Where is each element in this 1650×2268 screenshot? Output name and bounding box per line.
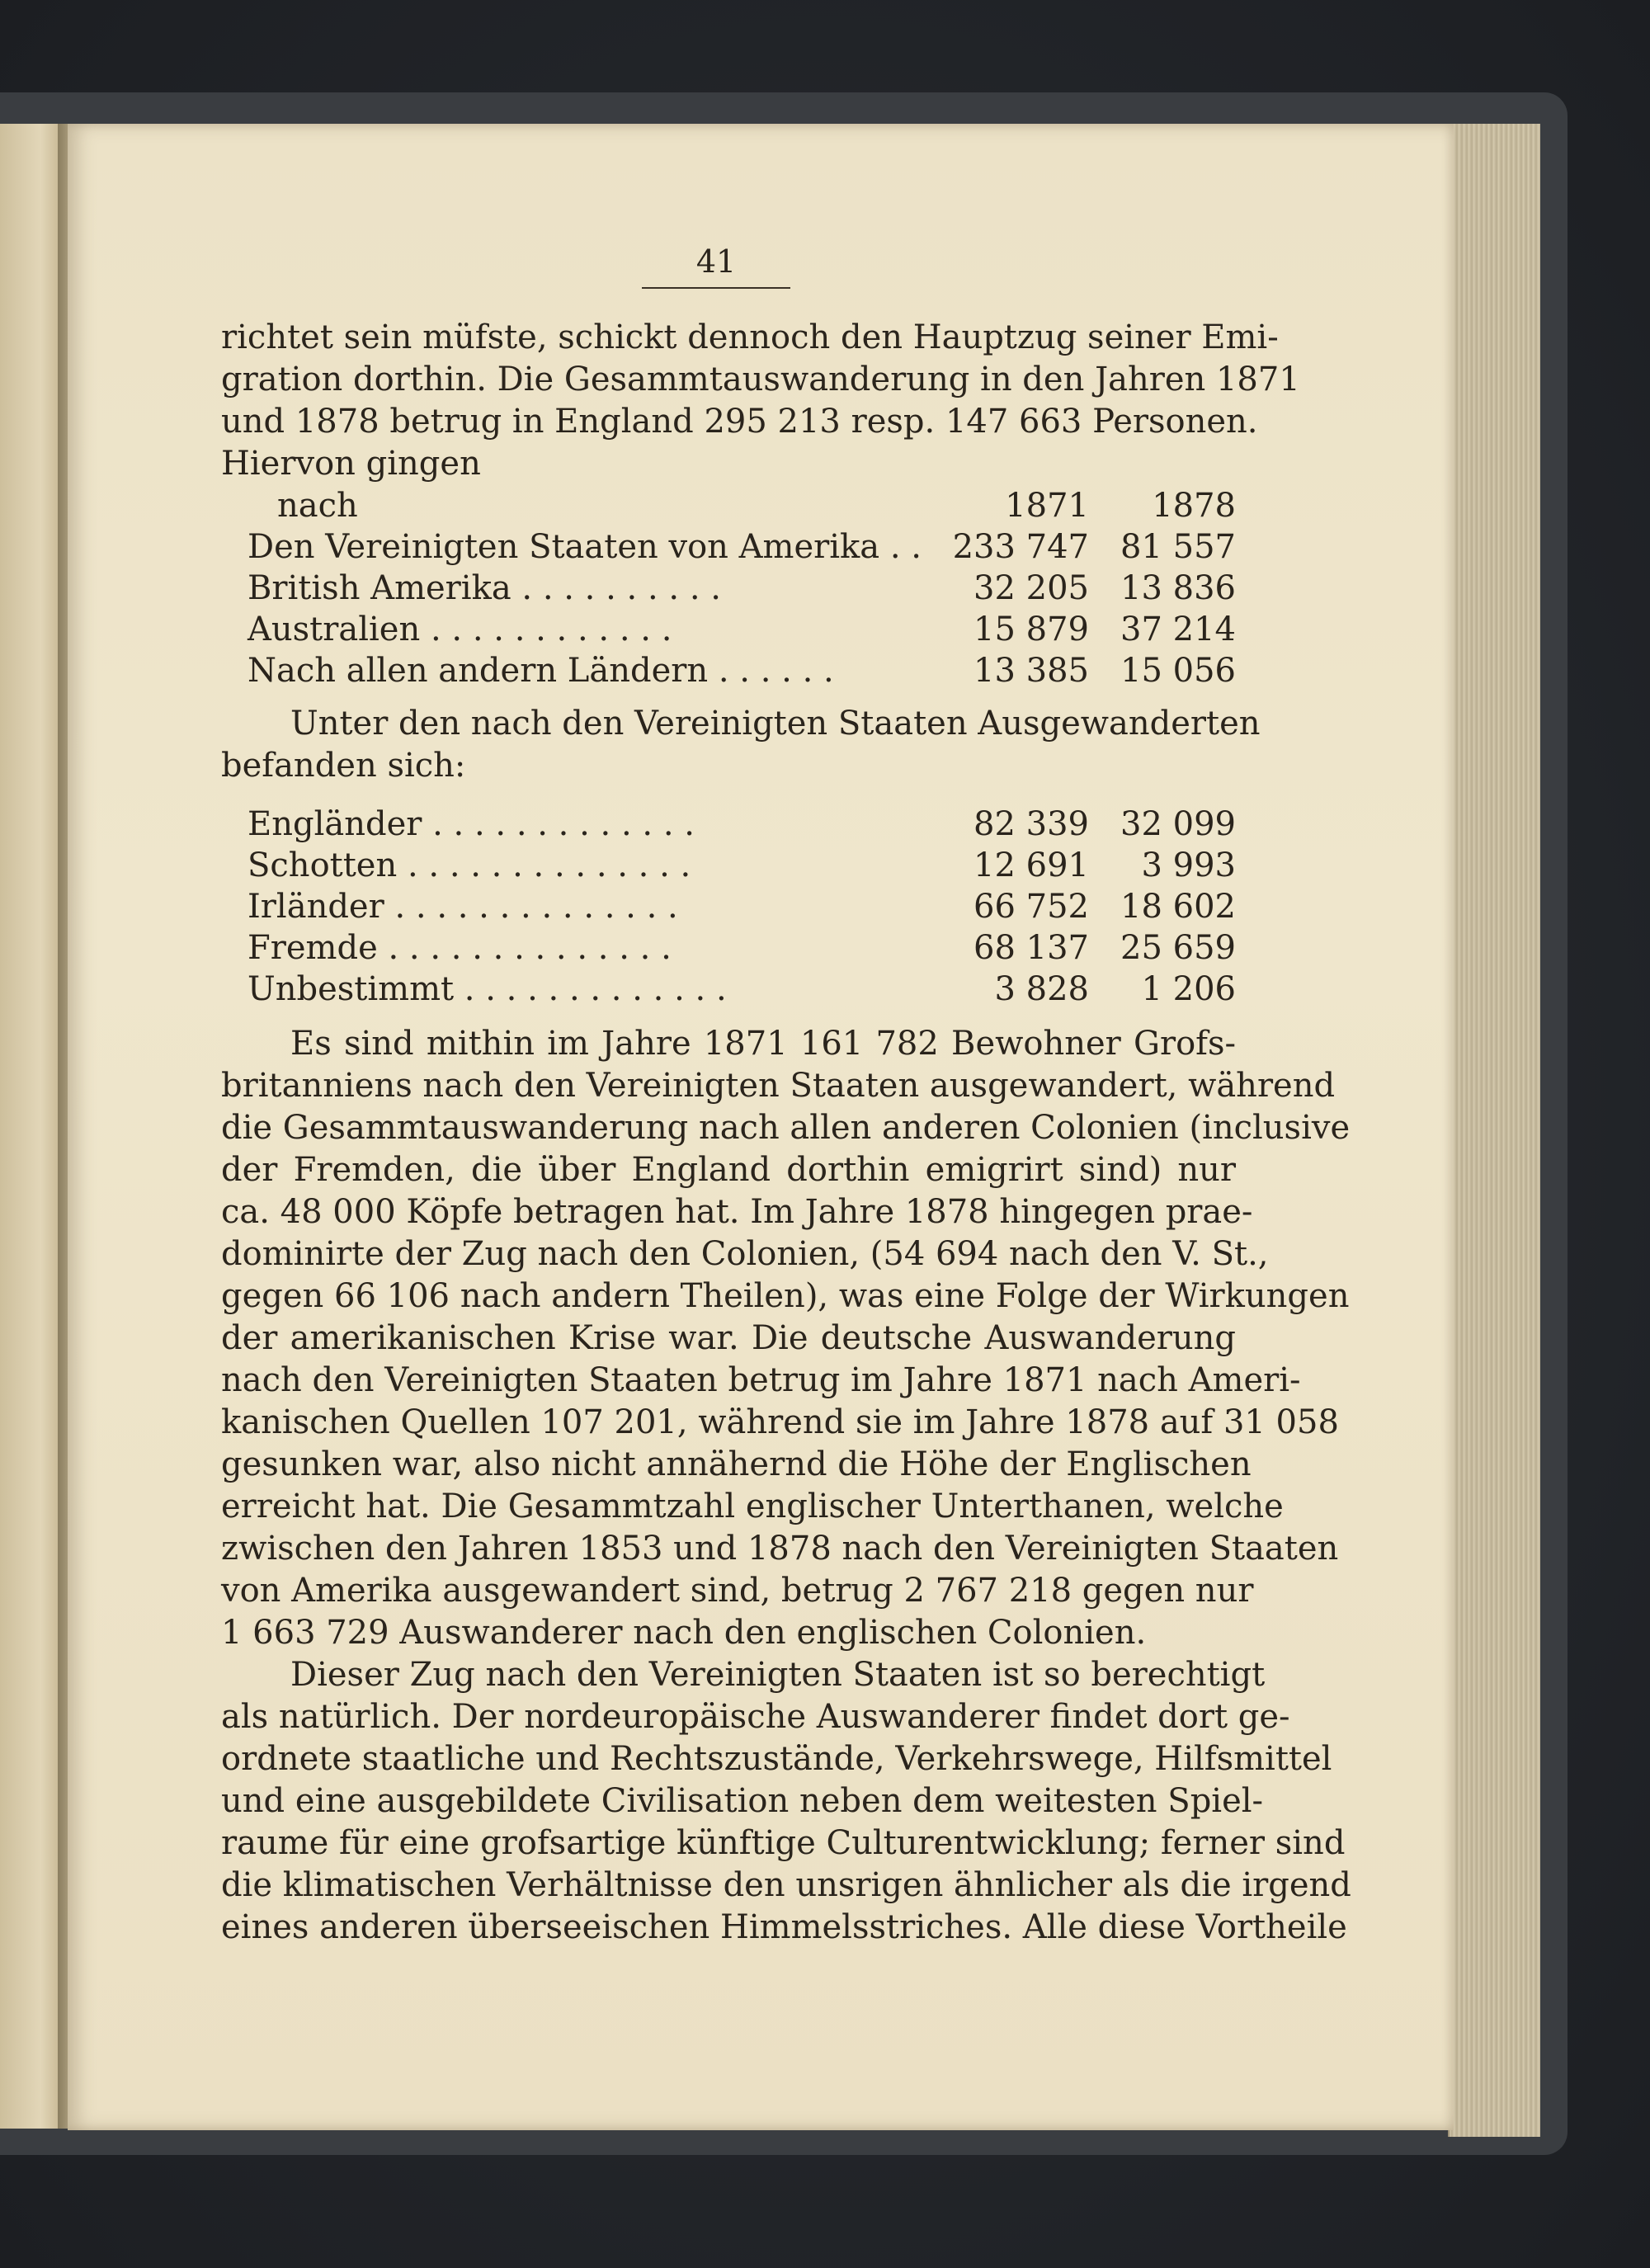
row-label: Unbestimmt bbox=[248, 970, 455, 1008]
table-row bbox=[248, 804, 1236, 845]
row-label: Schotten bbox=[248, 846, 398, 884]
value-1878: 32 099 bbox=[1120, 805, 1236, 843]
text-line: ca. 48 000 Köpfe betragen hat. Im Jahre 1878 hingegen prae- bbox=[221, 1193, 1253, 1231]
text-line: ordnete staatliche und Rechtszustände, Verkehrswege, Hilfsmittel bbox=[221, 1740, 1332, 1778]
text-line: die klimatischen Verhältnisse den unsrigen ähnlicher als die irgend bbox=[221, 1866, 1351, 1904]
row-label: Fremde bbox=[248, 929, 378, 967]
table-row bbox=[248, 609, 1236, 650]
text-line: befanden sich: bbox=[221, 747, 466, 785]
row-label: British Amerika bbox=[248, 569, 512, 607]
text-line: und 1878 betrug in England 295 213 resp. 147 663 Personen. bbox=[221, 403, 1258, 441]
text-line: gegen 66 106 nach andern Theilen), was eine Folge der Wirkungen bbox=[221, 1277, 1350, 1315]
table-row bbox=[248, 650, 1236, 691]
text-line: nach den Vereinigten Staaten betrug im Jahre 1871 nach Ameri- bbox=[221, 1361, 1301, 1399]
table-row bbox=[248, 969, 1236, 1010]
dot-leader: . . . . . . . . . . . . . bbox=[432, 805, 695, 843]
table-header-year-1878: 1878 bbox=[1152, 487, 1236, 525]
dot-leader: . . bbox=[889, 528, 922, 566]
row-label: Engländer bbox=[248, 805, 422, 843]
table-row bbox=[248, 886, 1236, 927]
text-line: richtet sein müfste, schickt dennoch den Hauptzug seiner Emi- bbox=[221, 318, 1279, 356]
value-1878: 3 993 bbox=[1141, 846, 1236, 884]
value-1871: 15 879 bbox=[974, 611, 1089, 648]
text-line: und eine ausgebildete Civilisation neben dem weitesten Spiel- bbox=[221, 1782, 1264, 1820]
text-line: Hiervon gingen bbox=[221, 445, 481, 483]
table-row bbox=[248, 927, 1236, 969]
value-1878: 15 056 bbox=[1120, 652, 1236, 690]
mid-paragraph bbox=[221, 703, 1261, 787]
value-1878: 37 214 bbox=[1120, 611, 1236, 648]
value-1871: 12 691 bbox=[974, 846, 1089, 884]
row-label: Den Vereinigten Staaten von Amerika bbox=[248, 528, 880, 566]
text-line: gesunken war, also nicht annähernd die Höhe der Englischen bbox=[221, 1445, 1252, 1483]
text-line: der amerikanischen Krise war. Die deutsche Auswanderung bbox=[221, 1319, 1236, 1357]
nationality-table bbox=[248, 804, 1236, 1010]
page-number: 41 bbox=[642, 241, 790, 289]
text-line: von Amerika ausgewandert sind, betrug 2 767 218 gegen nur bbox=[221, 1572, 1254, 1610]
text-line: dominirte der Zug nach den Colonien, (54 694 nach den V. St., bbox=[221, 1235, 1269, 1273]
paragraph-justification bbox=[221, 1654, 1351, 1949]
table-header-label: nach bbox=[277, 487, 358, 525]
value-1871: 3 828 bbox=[994, 970, 1089, 1008]
table-row bbox=[248, 526, 1236, 568]
text-line: britanniens nach den Vereinigten Staaten ausgewandert, während bbox=[221, 1067, 1336, 1105]
value-1871: 32 205 bbox=[974, 569, 1089, 607]
text-line: 1 663 729 Auswanderer nach den englischen Colonien. bbox=[221, 1614, 1147, 1652]
dot-leader: . . . . . . . . . . . . . . bbox=[388, 929, 672, 967]
dot-leader: . . . . . . . . . . bbox=[521, 569, 721, 607]
page-fore-edge bbox=[1448, 124, 1540, 2137]
text-line: Dieser Zug nach den Vereinigten Staaten ist so berechtigt bbox=[290, 1656, 1266, 1694]
text-line: Unter den nach den Vereinigten Staaten Ausgewanderten bbox=[290, 705, 1261, 743]
paragraph-emigration-analysis bbox=[221, 1023, 1351, 1654]
text-line: der Fremden, die über England dorthin emigrirt sind) nur bbox=[221, 1151, 1236, 1189]
text-line: kanischen Quellen 107 201, während sie im Jahre 1878 auf 31 058 bbox=[221, 1403, 1339, 1441]
dot-leader: . . . . . . . . . . . . . . bbox=[394, 888, 678, 926]
text-line: eines anderen überseeischen Himmelsstriches. Alle diese Vortheile bbox=[221, 1908, 1347, 1946]
text-line: zwischen den Jahren 1853 und 1878 nach den Vereinigten Staaten bbox=[221, 1530, 1339, 1568]
dot-leader: . . . . . . . . . . . . bbox=[430, 611, 672, 648]
text-line: raume für eine grofsartige künftige Culturentwicklung; ferner sind bbox=[221, 1824, 1346, 1862]
row-label: Australien bbox=[248, 611, 421, 648]
value-1871: 66 752 bbox=[974, 888, 1089, 926]
value-1878: 18 602 bbox=[1120, 888, 1236, 926]
table-header-row bbox=[248, 485, 1236, 526]
emigration-destination-table bbox=[248, 485, 1236, 691]
dot-leader: . . . . . . . . . . . . . . bbox=[407, 846, 691, 884]
intro-paragraph bbox=[221, 317, 1300, 485]
value-1878: 13 836 bbox=[1120, 569, 1236, 607]
row-label: Nach allen andern Ländern bbox=[248, 652, 709, 690]
text-line: die Gesammtauswanderung nach allen anderen Colonien (inclusive bbox=[221, 1109, 1351, 1147]
value-1871: 13 385 bbox=[974, 652, 1089, 690]
value-1878: 25 659 bbox=[1120, 929, 1236, 967]
text-line: erreicht hat. Die Gesammtzahl englischer Unterthanen, welche bbox=[221, 1488, 1284, 1525]
value-1878: 1 206 bbox=[1141, 970, 1236, 1008]
text-line: als natürlich. Der nordeuropäische Auswanderer findet dort ge- bbox=[221, 1698, 1290, 1736]
row-label: Irländer bbox=[248, 888, 384, 926]
table-header-year-1871: 1871 bbox=[1005, 487, 1089, 525]
dot-leader: . . . . . . bbox=[718, 652, 834, 690]
table-row bbox=[248, 845, 1236, 886]
text-line: gration dorthin. Die Gesammtauswanderung in den Jahren 1871 bbox=[221, 361, 1300, 398]
value-1871: 82 339 bbox=[974, 805, 1089, 843]
text-line: Es sind mithin im Jahre 1871 161 782 Bewohner Grofs- bbox=[290, 1025, 1236, 1063]
table-row bbox=[248, 568, 1236, 609]
value-1871: 68 137 bbox=[974, 929, 1089, 967]
value-1871: 233 747 bbox=[952, 528, 1089, 566]
dot-leader: . . . . . . . . . . . . . bbox=[464, 970, 727, 1008]
value-1878: 81 557 bbox=[1120, 528, 1236, 566]
